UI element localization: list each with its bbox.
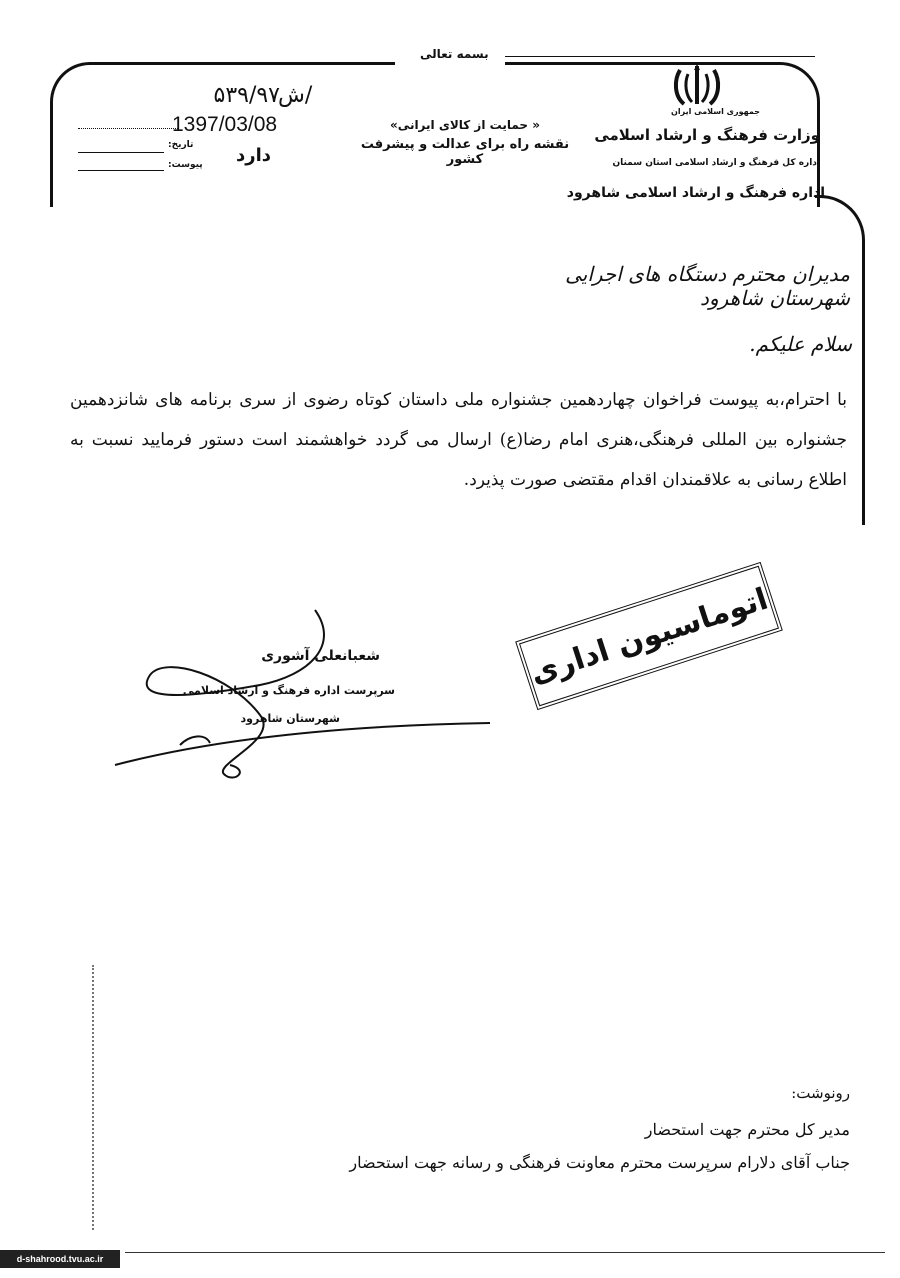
cc-label: رونوشت: bbox=[791, 1084, 850, 1102]
cc-item: جناب آقای دلارام سرپرست محترم معاونت فرهنگی و رسانه جهت استحضار bbox=[349, 1153, 850, 1172]
cc-item: مدیر کل محترم جهت استحضار bbox=[644, 1120, 850, 1139]
general-office-name: اداره کل فرهنگ و ارشاد اسلامی استان سمنان bbox=[612, 158, 820, 168]
bismillah: بسمه تعالی bbox=[420, 47, 489, 61]
signer-name: شعبانعلی آشوری bbox=[261, 648, 380, 664]
addressee: مدیران محترم دستگاه های اجرایی شهرستان شاهرود bbox=[565, 262, 850, 310]
republic-label: جمهوری اسلامی ایران bbox=[671, 107, 760, 116]
signer-title: سرپرست اداره فرهنگ و ارشاد اسلامی bbox=[182, 684, 395, 697]
header-rule bbox=[505, 56, 815, 57]
slogan-line-1: « حمایت از کالای ایرانی» bbox=[390, 118, 540, 132]
attachment-value: دارد bbox=[236, 145, 272, 166]
attachment-field-line bbox=[78, 170, 164, 171]
attachment-label: پیوست: bbox=[168, 160, 203, 170]
local-office-name: اداره فرهنگ و ارشاد اسلامی شاهرود bbox=[566, 185, 825, 201]
letter-date: 1397/03/08 bbox=[172, 113, 278, 136]
date-field-line bbox=[78, 152, 164, 153]
slogan-line-2: نقشه راه برای عدالت و پیشرفت کشور bbox=[360, 137, 570, 167]
date-label: تاریخ: bbox=[168, 140, 194, 150]
footer-rule bbox=[125, 1252, 885, 1253]
ministry-name: وزارت فرهنگ و ارشاد اسلامی bbox=[594, 126, 820, 144]
site-badge: d-shahrood.tvu.ac.ir bbox=[0, 1250, 120, 1268]
date-dotted-line bbox=[78, 122, 178, 129]
letter-body: با احترام،به پیوست فراخوان چهاردهمین جشنواره ملی داستان کوتاه رضوی از سری برنامه های شانزدهمین جشنواره بین المللی فرهنگی،هنری امام رضا(ع) ارسال می گردد خواهشمند است دستور فرمایید نسبت به اطلاع رسانی به علاقمندان اقدام مقتضی صورت پذیرد. bbox=[70, 390, 847, 490]
letter-number: ۵۳۹/۹۷ bbox=[213, 83, 280, 108]
greeting: سلام علیکم. bbox=[749, 332, 852, 356]
office-automation-stamp bbox=[515, 562, 783, 710]
signer-city: شهرستان شاهرود bbox=[240, 712, 340, 725]
iran-emblem-icon bbox=[672, 62, 722, 110]
scan-margin-mark bbox=[92, 965, 96, 1230]
stamp-text: اتوماسیون اداری bbox=[525, 581, 773, 691]
number-label: ش/ bbox=[278, 83, 313, 108]
